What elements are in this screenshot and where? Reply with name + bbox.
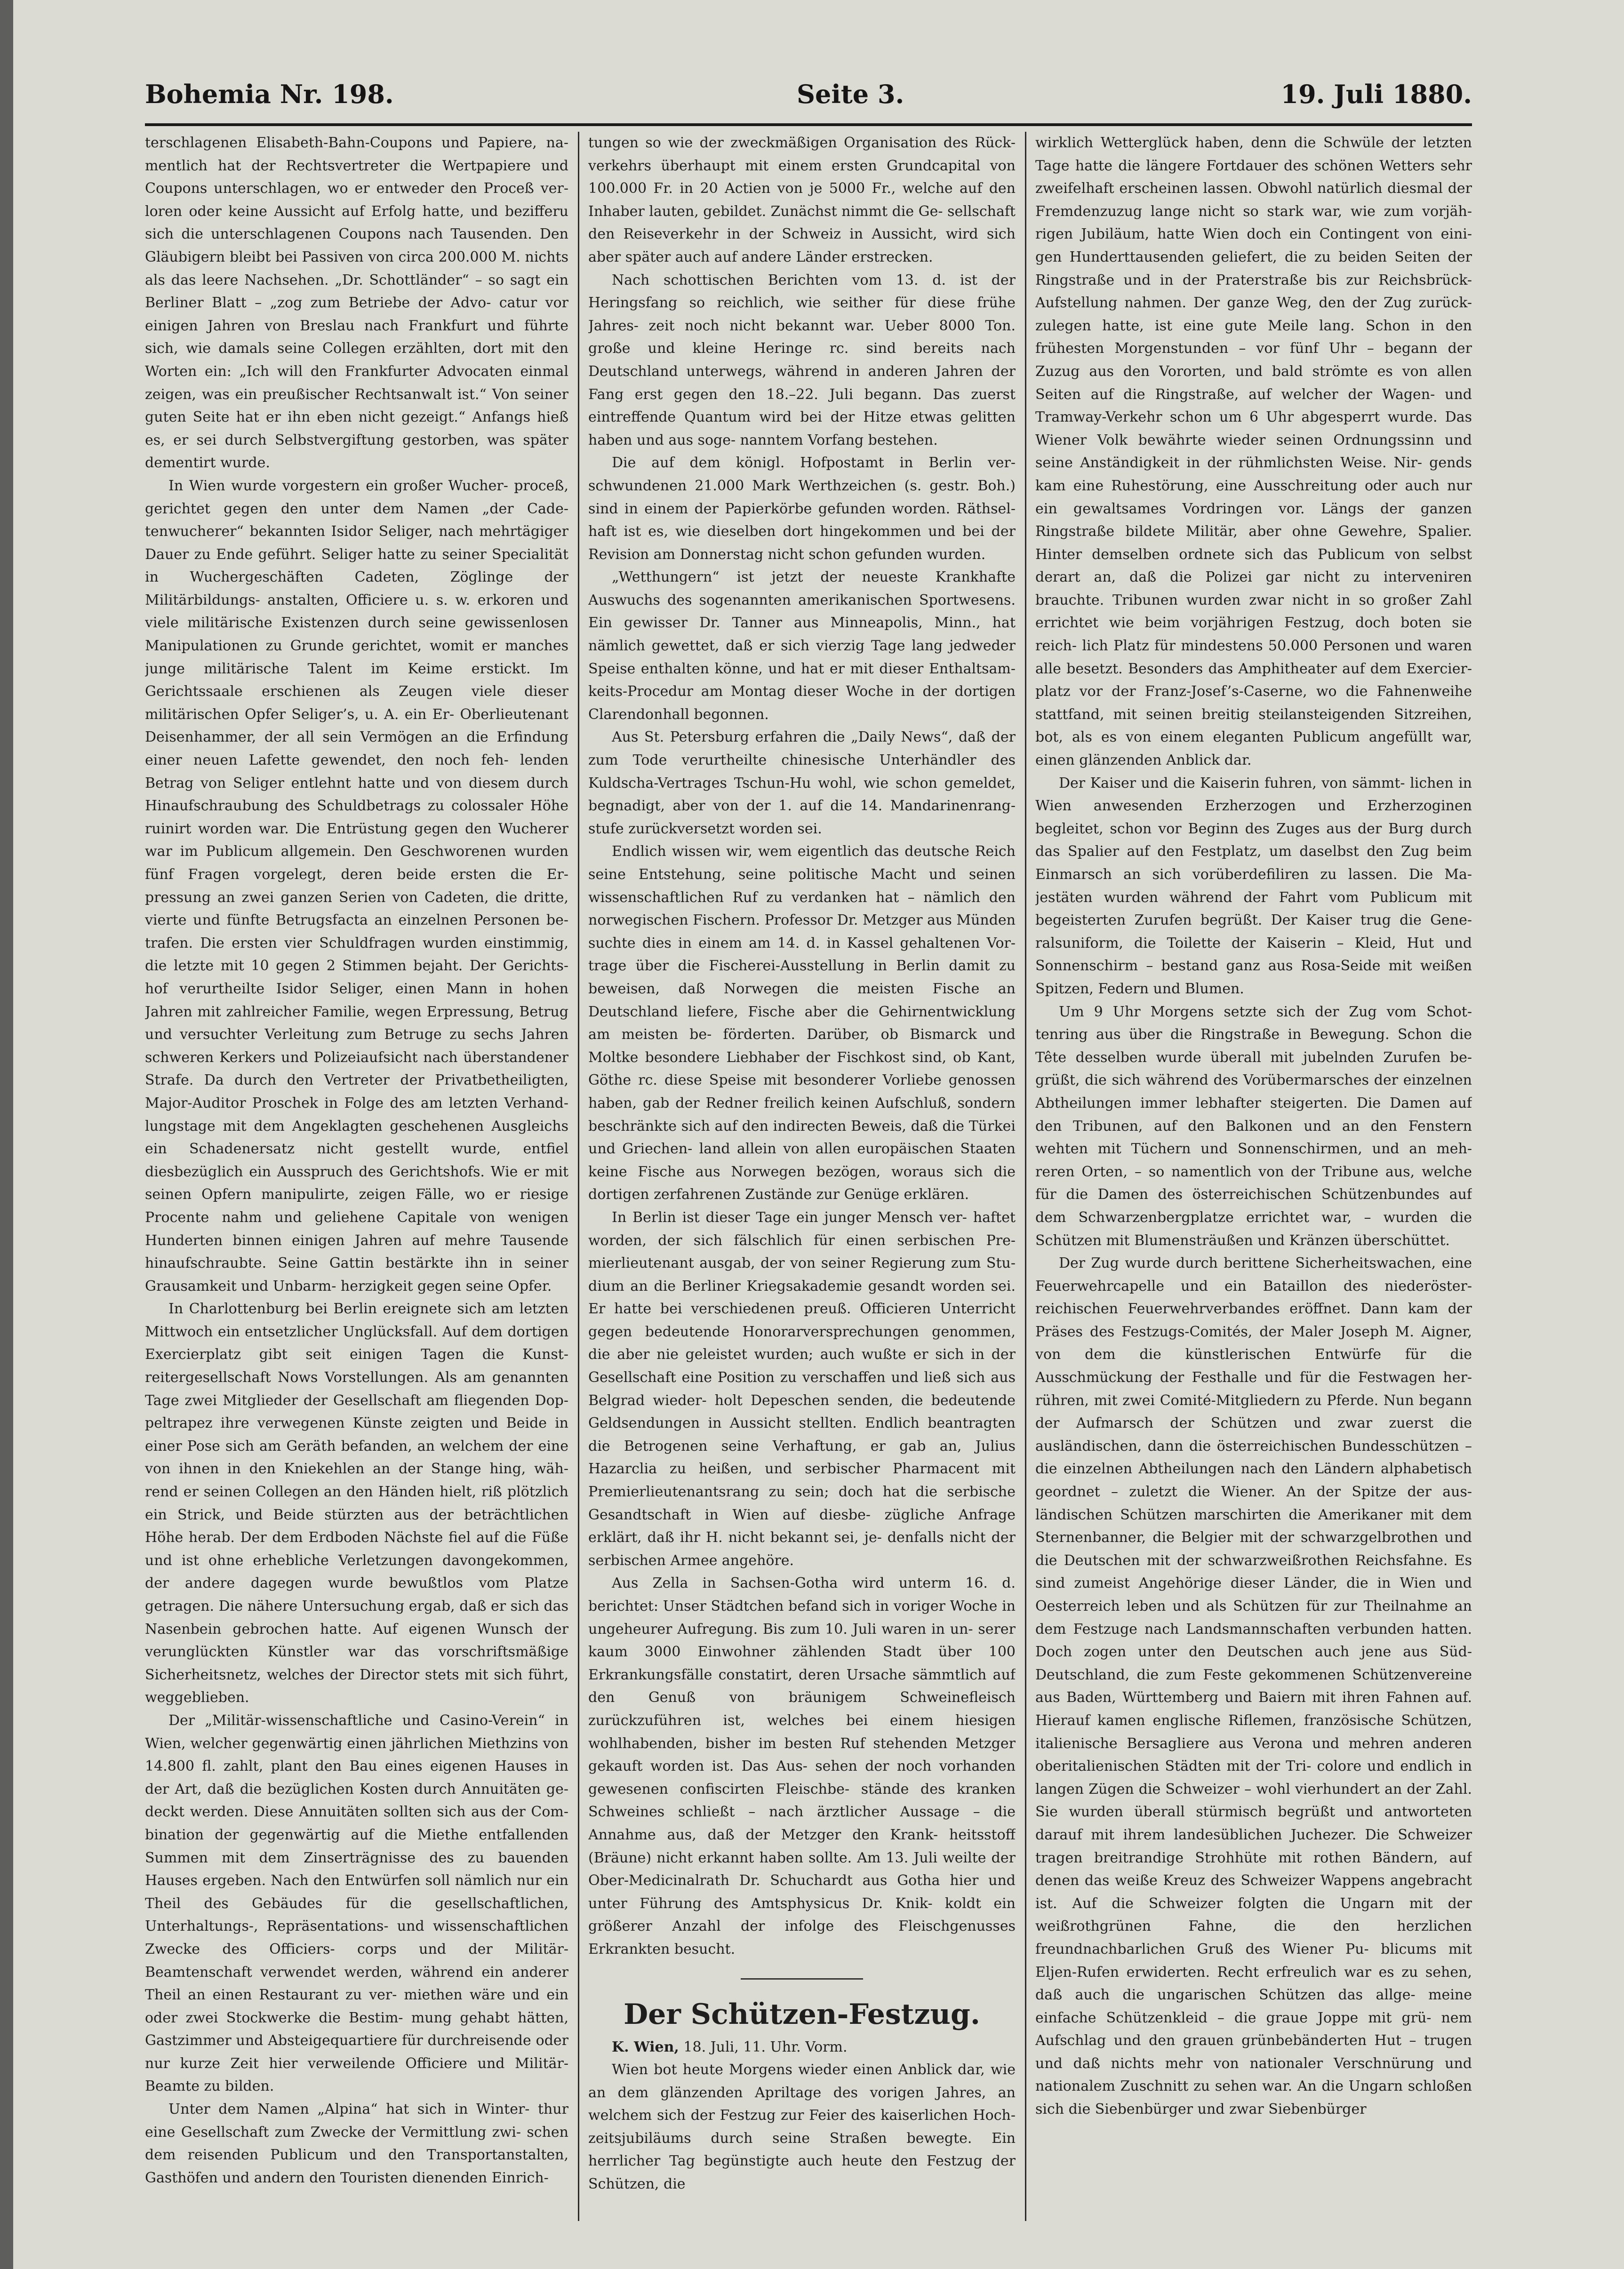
section-divider	[741, 1978, 863, 1980]
article-paragraph: Nach schottischen Berichten vom 13. d. ist der Heringsfang so reichlich, wie seither für diese frühe Jahres- zeit noch nicht bekannt war. Ueber 8000 Ton. große und kleine Heringe rc. sind bereits nach Deutschland unterwegs, während in anderen Jahren der Fang erst gegen den 18.–22. Juli begann. Das zuerst eintreffende Quantum wird bei der Hitze etwas gelitten haben und aus soge- nanntem Vorfang bestehen.	[588, 272, 1016, 448]
article-paragraph: In Charlottenburg bei Berlin ereignete sich am letzten Mittwoch ein entsetzlicher Unglücksfall. Auf dem dortigen Exercierplatz gibt seit einigen Tagen die Kunst- reitergesellschaft Nows Vorstellungen. Als am genannten Tage zwei Mitglieder der Gesellschaft am fliegenden Dop- peltrapez ihre verwegenen Künste zeigten und Beide in einer Pose sich am Geräth befanden, an welchem der eine von ihnen in den Kniekehlen an der Stange hing, wäh- rend er seinen Collegen an den Händen hielt, riß plötzlich ein Strick, und Beide stürzten aus der beträchtlichen Höhe herab. Der dem Erdboden Nächste fiel auf die Füße und ist ohne erhebliche Verletzungen davongekommen, der andere dagegen wurde bewußtlos vom Platze getragen. Die nähere Untersuchung ergab, daß er sich das Nasenbein gebrochen hatte. Auf eigenen Wunsch der verunglückten Künstler war das vorschriftsmäßige Sicherheitsnetz, welches der Director stets mit sich führt, weggeblieben.	[145, 1301, 568, 1706]
section-headline: Der Schützen-Festzug.	[624, 1997, 980, 2031]
article-paragraph: In Berlin ist dieser Tage ein junger Mensch ver- haftet worden, der sich fälschlich für einen serbischen Pre- mierlieutenant ausgab, der von seiner Regierung zum Stu- dium an die Berliner Kriegsakademie gesandt worden sei. Er hatte bei verschiedenen preuß. Officieren Unterricht gegen bedeutende Honorarversprechungen genommen, die aber nie geleistet wurden; auch wußte er sich in der Gesellschaft eine Position zu verschaffen und ließ sich aus Belgrad wieder- holt Depeschen senden, die bedeutende Geldsendungen in Aussicht stellten. Endlich beantragten die Betrogenen seine Verhaftung, er gab an, Julius Hazarclia zu heißen, und serbischer Pharmacent mit Premierlieutenantsrang zu sein; doch hat die serbische Gesandtschaft in Wien auf diesbe- zügliche Anfrage erklärt, daß ihr H. nicht bekannt sei, je- denfalls nicht der serbischen Armee angehöre.	[588, 1209, 1016, 1569]
article-paragraph: Der Zug wurde durch berittene Sicherheitswachen, eine Feuerwehrcapelle und ein Bataillon des niederöster- reichischen Feuerwehrverbandes eröffnet. Dann kam der Präses des Festzugs-Comités, der Maler Joseph M. Aigner, von dem die künstlerischen Entwürfe für die Ausschmückung der Festhalle und für die Festwagen her- rühren, mit zwei Comité-Mitgliedern zu Pferde. Nun begann der Aufmarsch der Schützen und zwar zuerst die ausländischen, dann die österreichischen Bundesschützen – die einzelnen Abtheilungen nach den Ländern alphabetisch geordnet – zuletzt die Wiener. An der Spitze der aus- ländischen Schützen marschirten die Amerikaner mit dem Sternenbanner, die Belgier mit der schwarzgelbrothen und die Deutschen mit der schwarzweißrothen Reichsfahne. Es sind zumeist Angehörige dieser Länder, die in Wien und Oesterreich leben und als Schützen für zur Theilnahme an dem Festzuge nach Landsmannschaften verbunden hatten. Doch zogen unter den Deutschen auch jene aus Süd-Deutschland, die zum Feste gekommenen Schützenvereine aus Baden, Württemberg und Baiern mit ihren Fahnen auf. Hierauf kamen englische Riflemen, französische Schützen, italienische Bersagliere aus Verona und mehren anderen oberitalienischen Städten mit der Tri- colore und endlich in langen Zügen die Schweizer – wohl vierhundert an der Zahl. Sie wurden überall stürmisch begrüßt und antworteten darauf mit ihrem landesüblichen Juchezer. Die Schweizer tragen breitrandige Strohhüte mit rothen Bändern, auf denen das weiße Kreuz des Schweizer Wappens angebracht ist. Auf die Schweizer folgten die Ungarn mit der weißrothgrünen Fahne, die den herzlichen freundnachbarlichen Gruß des Wiener Pu- blicums mit Eljen-Rufen erwiderten. Recht erfreulich war es zu sehen, daß auch die ungarischen Schützen das allge- meine einfache Schützenkleid – die graue Joppe mit grü- nem Aufschlag und den grauen grünbebänderten Hut – trugen und daß nichts mehr von nationaler Verschnürung und nationalem Zuschnitt zu sehen war. An die Ungarn schloßen sich die Siebenbürger und zwar Siebenbürger	[1035, 1255, 1472, 2118]
text-column-left	[145, 132, 568, 2221]
text-column-middle	[588, 132, 1016, 2221]
page-header	[145, 75, 1472, 118]
article-paragraph: Um 9 Uhr Morgens setzte sich der Zug vom Schot- tenring aus über die Ringstraße in Bewegung. Schon die Tête desselben wurde überall mit jubelnden Zurufen be- grüßt, die sich während des Vorübermarsches der einzelnen Abtheilungen immer lebhafter steigerten. Die Damen auf den Tribunen, auf den Balkonen und an den Fenstern wehten mit Tüchern und Sonnenschirmen, und an meh- reren Orten, – so namentlich von der Tribune aus, welche für die Damen des österreichischen Schützenbundes auf dem Schwarzenbergplatze errichtet war, – wurden die Schützen mit Blumensträußen und Kränzen überschüttet.	[1035, 1003, 1472, 1249]
paper-title-issue: Bohemia Nr. 198.	[145, 79, 394, 109]
article-paragraph: Aus Zella in Sachsen-Gotha wird unterm 16. d. berichtet: Unser Städtchen befand sich in voriger Woche in ungeheurer Aufregung. Bis zum 10. Juli waren in un- serer kaum 3000 Einwohner zählenden Stadt über 100 Erkrankungsfälle constatirt, deren Ursache sämmtlich auf den Genuß von bräunigem Schweinefleisch zurückzuführen ist, welches bei einem hiesigen wohlhabenden, bisher im besten Ruf stehenden Metzger gekauft worden ist. Das Aus- sehen der noch vorhanden gewesenen confiscirten Fleischbe- stände des kranken Schweines schließt – nach ärztlicher Aussage – die Annahme aus, daß der Metzger den Krank- heitsstoff (Bräune) nicht erkannt haben sollte. Am 13. Juli weilte der Ober-Medicinalrath Dr. Schuchardt aus Gotha hier und unter Führung des Amtsphysicus Dr. Knik- koldt ein größerer Anzahl der infolge des Fleischgenusses Erkrankten besucht.	[588, 1575, 1016, 1957]
article-paragraph: tungen so wie der zweckmäßigen Organisation des Rück- verkehrs überhaupt mit einem ersten Grundcapital von 100.000 Fr. in 20 Actien von je 5000 Fr., welche auf den Inhaber lauten, gebildet. Zunächst nimmt die Ge- sellschaft den Reiseverkehr in der Schweiz in Aussicht, wird sich aber später auch auf andere Länder erstrecken.	[588, 135, 1016, 265]
article-paragraph: Endlich wissen wir, wem eigentlich das deutsche Reich seine Entstehung, seine politische Macht und seinen wissenschaftlichen Ruf zu verdanken hat – nämlich den norwegischen Fischern. Professor Dr. Metzger aus Münden suchte dies in einem am 14. d. in Kassel gehaltenen Vor- trage über die Fischerei-Ausstellung in Berlin damit zu beweisen, daß Norwegen die meisten Fische an Deutschland liefere, Fische aber die Gehirnentwicklung am meisten be- förderten. Darüber, ob Bismarck und Moltke besondere Liebhaber der Fischkost sind, ob Kant, Göthe rc. diese Speise mit besonderer Vorliebe genossen haben, gab der Redner freilich keinen Aufschluß, sondern beschränkte sich auf den indirecten Beweis, daß die Türkei und Griechen- land allein von allen europäischen Staaten keine Fische aus Norwegen bezögen, woraus sich die dortigen zerfahrenen Zustände zur Genüge erklären.	[588, 843, 1016, 1203]
article-paragraph: Wien bot heute Morgens wieder einen Anblick dar, wie an dem glänzenden Apriltage des vorigen Jahres, an welchem sich der Festzug zur Feier des kaiserlichen Hoch- zeitsjubiläums durch seine Straßen bewegte. Ein herrlicher Tag begünstigte auch heute den Festzug der Schützen, die	[588, 2061, 1016, 2193]
article-paragraph: Aus St. Petersburg erfahren die „Daily News“, daß der zum Tode verurtheilte chinesische Unterhändler des Kuldscha-Vertrages Tschun-Hu wohl, wie schon gemeldet, begnadigt, aber von der 1. auf die 14. Mandarinenrang- stufe zurückversetzt worden sei.	[588, 729, 1016, 837]
article-paragraph: Die auf dem königl. Hofpostamt in Berlin ver- schwundenen 21.000 Mark Werthzeichen (s. gestr. Boh.) sind in einem der Papierkörbe gefunden worden. Räthsel- haft ist es, wie dieselben dort hingekommen und bei der Revision am Donnerstag nicht schon gefunden wurden.	[588, 455, 1016, 563]
article-paragraph: Der „Militär-wissenschaftliche und Casino-Verein“ in Wien, welcher gegenwärtig einen jährlichen Miethzins von 14.800 fl. zahlt, plant den Bau eines eigenen Hauses in der Art, daß die bezüglichen Kosten durch Annuitäten ge- deckt werden. Diese Annuitäten sollten sich aus der Com- bination der gegenwärtig auf die Miethe entfallenden Summen mit dem Zinserträgnisse des zu bauenden Hauses ergeben. Nach den Entwürfen soll nämlich nur ein Theil des Gebäudes für die gesellschaftlichen, Unterhaltungs-, Repräsentations- und wissenschaftlichen Zwecke des Officiers- corps und der Militär-Beamtenschaft verwendet werden, während ein anderer Theil an einen Restaurant zu ver- miethen wäre und ein oder zwei Stockwerke die Bestim- mung gehabt hätten, Gastzimmer und Absteigequartiere für durchreisende oder nur kurze Zeit hier verweilende Officiere und Militär-Beamte zu bilden.	[145, 1712, 568, 2095]
article-paragraph: terschlagenen Elisabeth-Bahn-Coupons und Papiere, na- mentlich hat der Rechtsvertreter die Wertpapiere und Coupons unterschlagen, wo er entweder den Proceß ver- loren oder keine Aussicht auf Erfolg hatte, und bezifferu sich die unterschlagenen Coupons nach Tausenden. Den Gläubigern bleibt bei Passiven von circa 200.000 M. nichts als das leere Nachsehen. „Dr. Schottländer“ – so sagt ein Berliner Blatt – „zog zum Betriebe der Advo- catur vor einigen Jahren von Breslau nach Frankfurt und führte sich, wie damals seine Collegen erzählten, dort mit den Worten ein: „Ich will den Frankfurter Advocaten einmal zeigen, was ein preußischer Rechtsanwalt ist.“ Von seiner guten Seite hat er ihn eben nicht gezeigt.“ Anfangs hieß es, er sei durch Selbstvergiftung gestorben, was später dementirt wurde.	[145, 135, 568, 471]
article-paragraph: In Wien wurde vorgestern ein großer Wucher- proceß, gerichtet gegen den unter dem Namen „der Cade- tenwucherer“ bekannten Isidor Seliger, nach mehrtägiger Dauer zu Ende geführt. Seliger hatte zu seiner Specialität in Wuchergeschäften Cadeten, Zöglinge der Militärbildungs- anstalten, Officiere u. s. w. erkoren und viele militärische Existenzen durch seine gewissenlosen Manipulationen zu Grunde gerichtet, womit er manches junge militärische Talent im Keime erstickt. Im Gerichtssaale erschienen als Zeugen viele dieser militärischen Opfer Seliger’s, u. A. ein Er- Oberlieutenant Deisenhammer, der all sein Vermögen an die Erfindung einer neuen Lafette gewendet, den noch feh- lenden Betrag von Seliger entlehnt hatte und von diesem durch Hinaufschraubung des Schuldbetrags zu colossaler Höhe ruinirt worden war. Die Entrüstung gegen den Wucherer war im Publicum allgemein. Den Geschworenen wurden fünf Fragen vorgelegt, deren beide ersten die Er- pressung an zwei ganzen Serien von Cadeten, die dritte, vierte und fünfte Betrugsfacta an einzelnen Personen be- trafen. Die ersten vier Schuldfragen wurden einstimmig, die letzte mit 10 gegen 2 Stimmen bejaht. Der Gerichts- hof verurtheilte Isidor Seliger, einen Mann in hohen Jahren mit zahlreicher Familie, wegen Erpressung, Betrug und versuchter Verleitung zum Betruge zu sechs Jahren schweren Kerkers und Polizeiaufsicht nach überstandener Strafe. Da durch den Vertreter der Privatbetheiligten, Major-Auditor Proschek in Folge des am letzten Verhand- lungstage mit dem Angeklagten geschehenen Ausgleichs ein Schadenersatz nicht gestellt wurde, entfiel diesbezüglich ein Ausspruch des Gerichtshofs. Wie er mit seinen Opfern manipulirte, zeigen Fälle, wo er riesige Procente nahm und geliehene Capitale von wenigen Hunderten binnen einigen Jahren auf mehre Tausende hinaufschraubte. Seine Gattin bestärkte ihn in seiner Grausamkeit und Unbarm- herzigkeit gegen seine Opfer.	[145, 477, 568, 1294]
dateline-place: K. Wien,	[612, 2038, 679, 2055]
text-column-right	[1035, 132, 1472, 2221]
dateline	[588, 2036, 1016, 2059]
column-divider	[578, 132, 579, 2221]
article-paragraph: Unter dem Namen „Alpina“ hat sich in Winter- thur eine Gesellschaft zum Zwecke der Vermittlung zwi- schen dem reisenden Publicum und den Transportanstalten, Gasthöfen und andern den Touristen dienenden Einrich-	[145, 2101, 568, 2186]
page-number: Seite 3.	[797, 79, 904, 109]
article-paragraph: Der Kaiser und die Kaiserin fuhren, von sämmt- lichen in Wien anwesenden Erzherzogen und Erzherzoginen begleitet, schon vor Beginn des Zuges aus der Burg durch das Spalier auf den Festplatz, um daselbst den Zug beim Einmarsch an sich vorüberdefiliren zu lassen. Die Ma- jestäten wurden während der Fahrt vom Publicum mit begeisterten Zurufen begrüßt. Der Kaiser trug die Gene- ralsuniform, die Toilette der Kaiserin – Kleid, Hut und Sonnenschirm – bestand ganz aus Rosa-Seide mit weißen Spitzen, Federn und Blumen.	[1035, 775, 1472, 997]
article-paragraph: „Wetthungern“ ist jetzt der neueste Krankhafte Auswuchs des sogenannten amerikanischen Sportwesens. Ein gewisser Dr. Tanner aus Minneapolis, Minn., hat nämlich gewettet, daß er sich vierzig Tage lang jedweder Speise enthalten könne, und hat er mit dieser Enthaltsam- keits-Procedur am Montag dieser Woche in der dortigen Clarendonhall begonnen.	[588, 569, 1016, 723]
dateline-date: 18. Juli, 11. Uhr. Vorm.	[679, 2038, 848, 2055]
column-divider	[1025, 132, 1026, 2221]
header-rule	[145, 123, 1472, 126]
issue-date: 19. Juli 1880.	[1280, 79, 1472, 109]
article-paragraph: wirklich Wetterglück haben, denn die Schwüle der letzten Tage hatte die längere Fortdauer des schönen Wetters sehr zweifelhaft erscheinen lassen. Obwohl natürlich diesmal der Fremdenzuzug lange nicht so stark war, wie zum vorjäh- rigen Jubiläum, hatte Wien doch ein Contingent von eini- gen Hunderttausenden geliefert, die zu beiden Seiten der Ringstraße und in der Praterstraße bis zur Reichsbrück- Aufstellung nahmen. Der ganze Weg, den der Zug zurück- zulegen hatte, ist eine gute Meile lang. Schon in den frühesten Morgenstunden – vor fünf Uhr – begann der Zuzug aus den Vororten, und bald strömte es von allen Seiten auf die Ringstraße, auf welcher der Wagen- und Tramway-Verkehr schon um 6 Uhr abgesperrt wurde. Das Wiener Volk bewährte wieder seinen Ordnungssinn und seine Anständigkeit in der rühmlichsten Weise. Nir- gends kam eine Ruhestörung, eine Ausschreitung oder auch nur ein gewaltsames Vordringen vor. Längs der ganzen Ringstraße bildete Militär, aber ohne Gewehre, Spalier. Hinter demselben ordnete sich das Publicum von selbst derart an, daß die Polizei gar nicht zu interveniren brauchte. Tribunen wurden zwar nicht in so großer Zahl errichtet wie beim vorjährigen Festzug, doch boten sie reich- lich Platz für mindestens 50.000 Personen und waren alle besetzt. Besonders das Amphitheater auf dem Exercier- platz vor der Franz-Josef’s-Caserne, wo die Fahnenweihe stattfand, mit seinen breitig steilansteigenden Sitzreihen, bot, als es von einem eleganten Publicum angefüllt war, einen glänzenden Anblick dar.	[1035, 135, 1472, 769]
binding-edge	[0, 0, 13, 2269]
newspaper-page	[13, 0, 1624, 2269]
